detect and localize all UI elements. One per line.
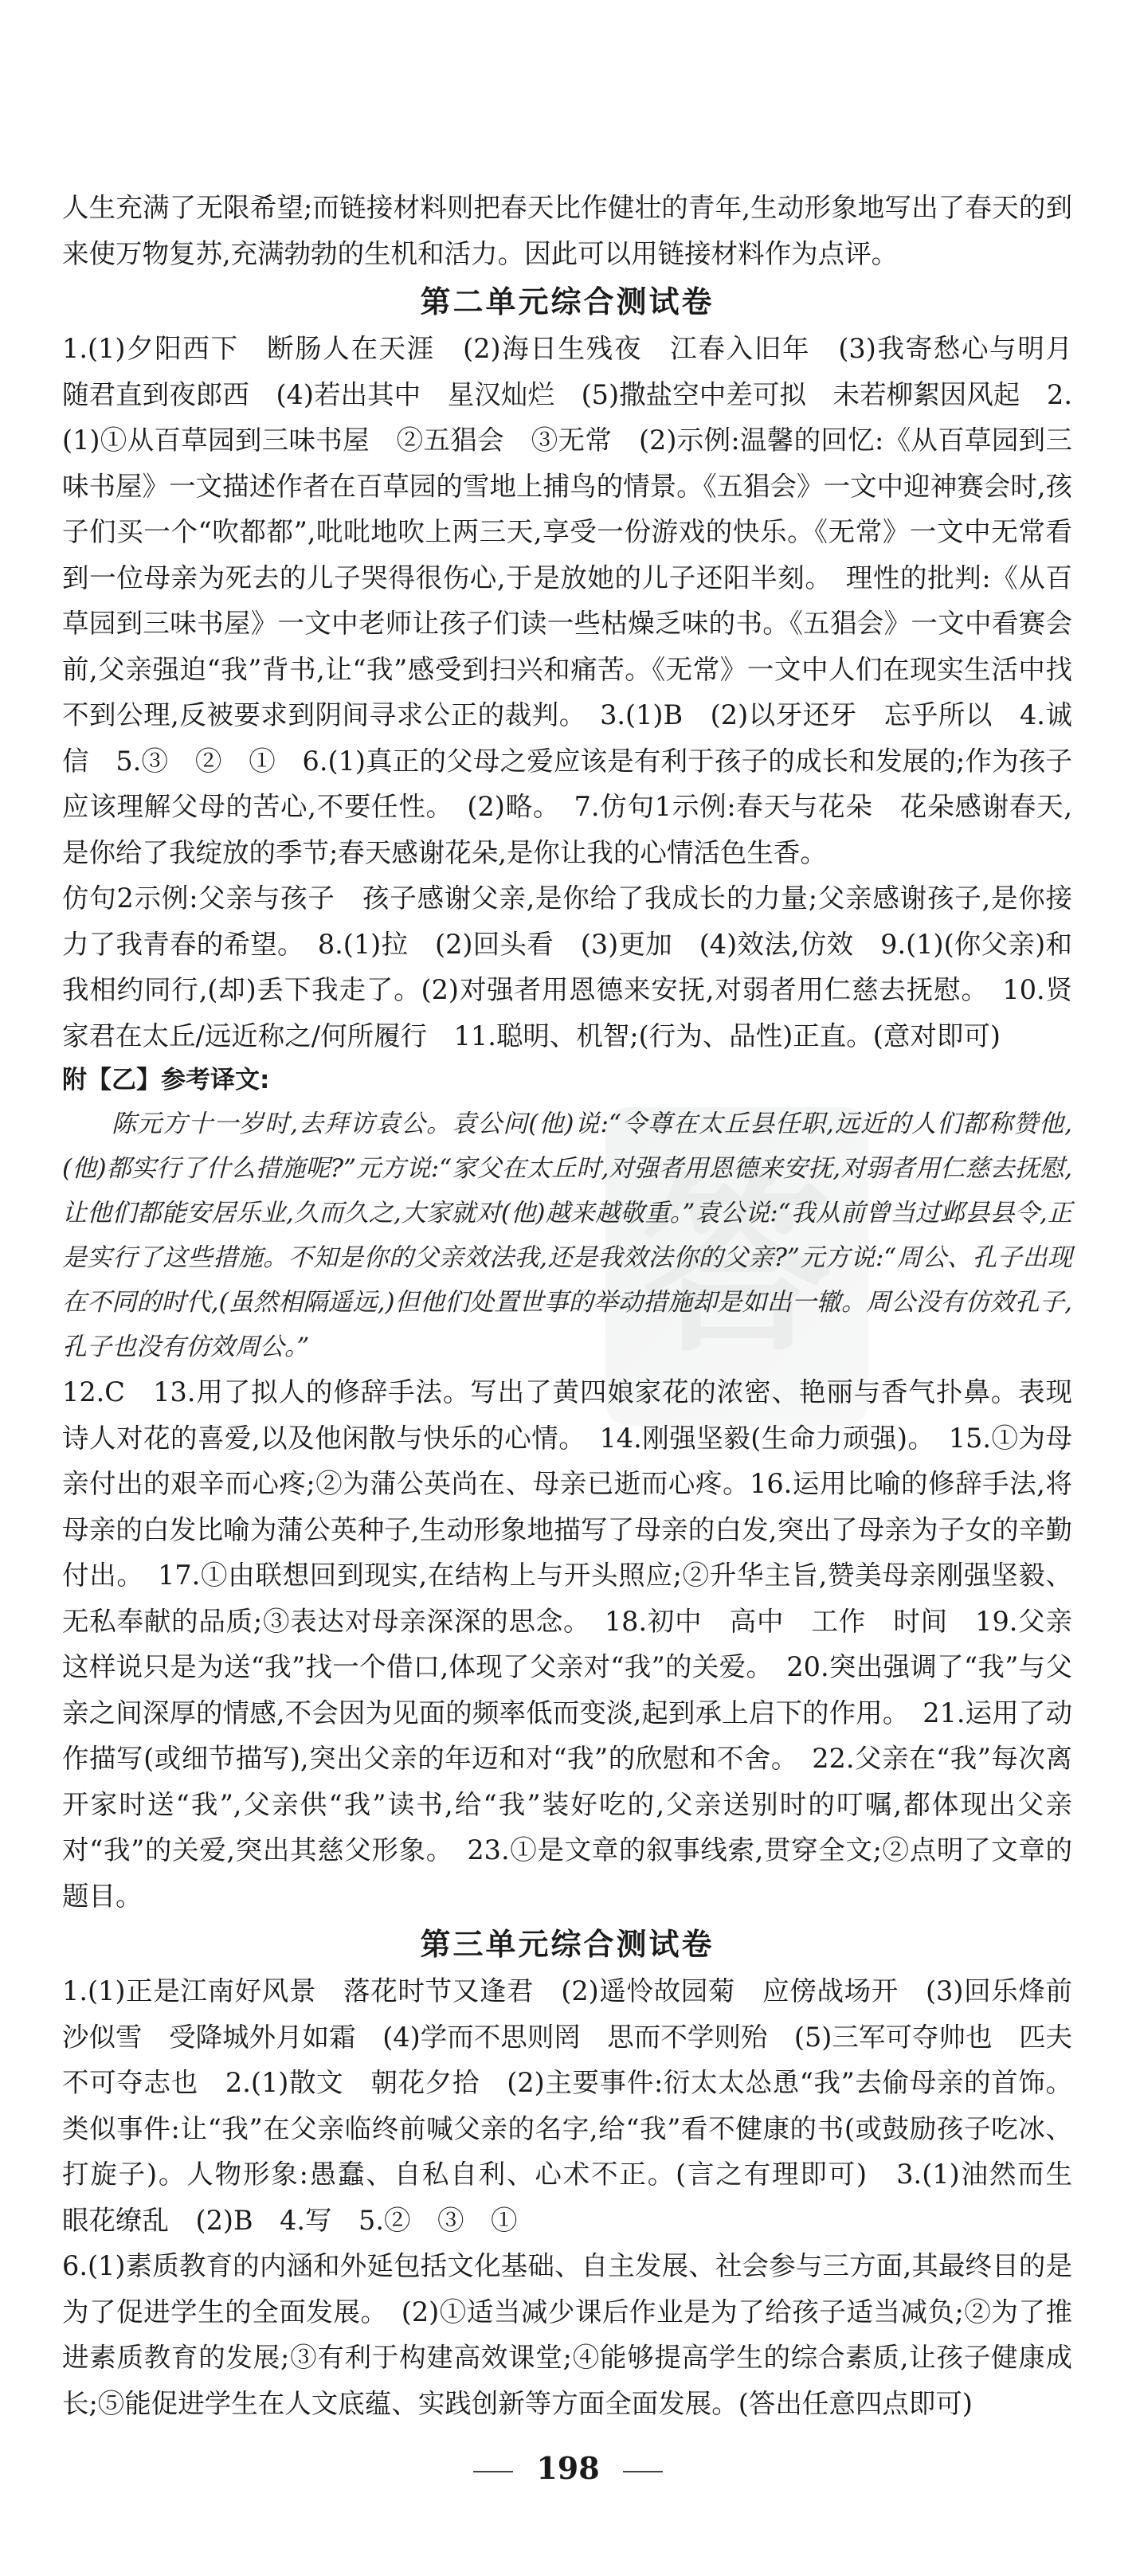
unit3-title: 第三单元综合测试卷 bbox=[420, 1926, 715, 1962]
footer-dash-right bbox=[623, 2471, 663, 2472]
unit3-answers-part2: 6.(1)素质教育的内涵和外延包括文化基础、自主发展、社会参与三方面,其最终目的是为了促进学生的全面发展。 (2)①适当减少课后作业是为了给孩子适当减负;②为了推进素质教育的发展;③有利于构建高效课堂;④能够提高学生的综合素质,让孩子健康成长;⑤能促进学生在人文底蕴、实践创新等方面全面发展。(答出任意四点即可) bbox=[62, 2250, 1072, 2419]
intro-paragraph: 人生充满了无限希望;而链接材料则把春天比作健壮的青年,生动形象地写出了春天的到来使万物复苏,充满勃勃的生机和活力。因此可以用链接材料作为点评。 bbox=[62, 192, 1072, 269]
page-number: 198 bbox=[536, 2450, 600, 2486]
main-content bbox=[62, 185, 1099, 2426]
unit3-answers-part1: 1.(1)正是江南好风景 落花时节又逢君 (2)遥怜故园菊 应傍战场开 (3)回乐烽前沙似雪 受降城外月如霜 (4)学而不思则罔 思而不学则殆 (5)三军可夺帅也 匹夫不可夺志也 2.(1)散文 朝花夕拾 (2)主要事件:衍太太怂恿“我”去偷母亲的首饰。类似事件:让“我”在父亲临终前喊父亲的名字,给“我”看不健康的书(或鼓励孩子吃冰、打旋子)。人物形象:愚蠢、自私自利、心术不正。(言之有理即可) 3.(1)油然而生 眼花缭乱 (2)B 4.写 5.② ③ ① bbox=[62, 1975, 1099, 2236]
reference-translation: 陈元方十一岁时,去拜访袁公。袁公问(他)说:“令尊在太丘县任职,远近的人们都称赞他,(他)都实行了什么措施呢?”元方说:“家父在太丘时,对强者用恩德来安抚,对弱者用仁慈去抚慰,让他们都能安居乐业,久而久之,大家就对(他)越来越敬重。”袁公说:“我从前曾当过邺县县令,正是实行了这些措施。不知是你的父亲效法我,还是我效法你的父亲?”元方说:“周公、孔子出现在不同的时代,(虽然相隔遥远,)但他们处置世事的举动措施却是如出一辙。周公没有仿效孔子,孔子也没有仿效周公。” bbox=[62, 1110, 1072, 1361]
appendix-title: 附【乙】参考译文: bbox=[62, 1066, 270, 1094]
footer-dash-left bbox=[473, 2471, 513, 2472]
unit2-answers-part2: 仿句2示例:父亲与孩子 孩子感谢父亲,是你给了我成长的力量;父亲感谢孩子,是你接力了我青春的希望。 8.(1)拉 (2)回头看 (3)更加 (4)效法,仿效 9.(1)(你父亲)和我相约同行,(却)丢下我走了。(2)对强者用恩德来安抚,对弱者用仁慈去抚慰。 10.贤家君在太丘/远近称之/何所履行 11.聪明、机智;(行为、品性)正直。(意对即可) bbox=[62, 883, 1072, 1051]
unit2-answers-part3: 12.C 13.用了拟人的修辞手法。写出了黄四娘家花的浓密、艳丽与香气扑鼻。表现诗人对花的喜爱,以及他闲散与快乐的心情。 14.刚强坚毅(生命力顽强)。 15.①为母亲付出的艰辛而心疼;②为蒲公英尚在、母亲已逝而心疼。16.运用比喻的修辞手法,将母亲的白发比喻为蒲公英种子,生动形象地描写了母亲的白发,突出了母亲为子女的辛勤付出。 17.①由联想回到现实,在结构上与开头照应;②升华主旨,赞美母亲刚强坚毅、无私奉献的品质;③表达对母亲深深的思念。 18.初中 高中 工作 时间 19.父亲这样说只是为送“我”找一个借口,体现了父亲对“我”的关爱。 20.突出强调了“我”与父亲之间深厚的情感,不会因为见面的频率低而变淡,起到承上启下的作用。 21.运用了动作描写(或细节描写),突出父亲的年迈和对“我”的欣慰和不舍。 22.父亲在“我”每次离开家时送“我”,父亲供“我”读书,给“我”装好吃的,父亲送别时的叮嘱,都体现出父亲对“我”的关爱,突出其慈父形象。 23.①是文章的叙事线索,贯穿全文;②点明了文章的题目。 bbox=[62, 1376, 1072, 1912]
watermark-logo: 答 bbox=[605, 1107, 868, 1426]
unit2-answers-part1: 1.(1)夕阳西下 断肠人在天涯 (2)海日生残夜 江春入旧年 (3)我寄愁心与明月 随君直到夜郎西 (4)若出其中 星汉灿烂 (5)撒盐空中差可拟 未若柳絮因风起 2.(1)①从百草园到三味书屋 ②五猖会 ③无常 (2)示例:温馨的回忆:《从百草园到三味书屋》一文描述作者在百草园的雪地上捕鸟的情景。《五猖会》一文中迎神赛会时,孩子们买一个“吹都都”,吡吡地吹上两三天,享受一份游戏的快乐。《无常》一文中无常看到一位母亲为死去的儿子哭得很伤心,于是放她的儿子还阳半刻。 理性的批判:《从百草园到三味书屋》一文中老师让孩子们读一些枯燥乏味的书。《五猖会》一文中看赛会前,父亲强迫“我”背书,让“我”感受到扫兴和痛苦。《无常》一文中人们在现实生活中找不到公理,反被要求到阴间寻求公正的裁判。 3.(1)B (2)以牙还牙 忘乎所以 4.诚信 5.③ ② ① 6.(1)真正的父母之爱应该是有利于孩子的成长和发展的;作为孩子应该理解父母的苦心,不要任性。 (2)略。 7.仿句1示例:春天与花朵 花朵感谢春天,是你给了我绽放的季节;春天感谢花朵,是你让我的心情活色生香。 bbox=[62, 333, 1099, 868]
page-footer bbox=[0, 2450, 1136, 2486]
unit2-title: 第二单元综合测试卷 bbox=[420, 284, 715, 319]
